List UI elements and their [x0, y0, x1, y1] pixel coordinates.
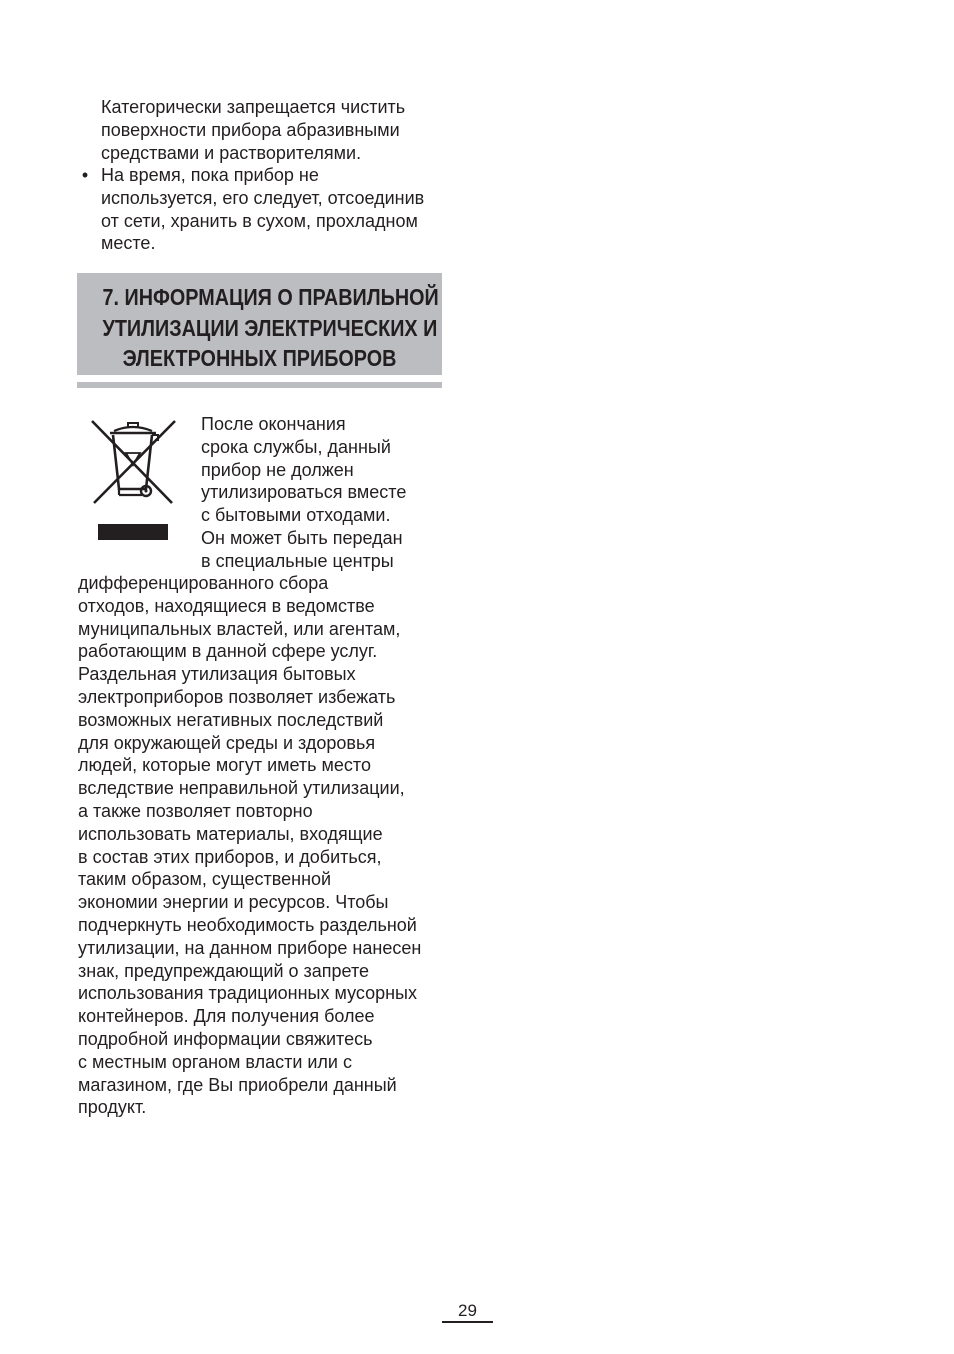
body-line: людей, которые могут иметь место: [78, 755, 371, 776]
section-heading-line: ЭЛЕКТРОННЫХ ПРИБОРОВ: [122, 345, 397, 371]
bullet-text: [101, 164, 461, 255]
side-line: прибор не должен: [201, 459, 354, 480]
body-line: экономии энергии и ресурсов. Чтобы: [78, 892, 389, 913]
body-line: использования традиционных мусорных: [78, 983, 417, 1004]
body-line: использовать материалы, входящие: [78, 823, 383, 844]
side-line: с бытовыми отходами.: [201, 505, 391, 526]
body-line: для окружающей среды и здоровья: [78, 732, 376, 753]
bullet-line: от сети, хранить в сухом, прохладном: [101, 210, 418, 231]
bullet-line: На время, пока прибор не: [101, 165, 319, 185]
body-line: подчеркнуть необходимость раздельной: [78, 914, 417, 935]
page-number-rule: [442, 1321, 493, 1323]
body-line: вследствие неправильной утилизации,: [78, 778, 405, 799]
body-line: утилизации, на данном приборе нанесен: [78, 937, 422, 958]
section-heading-line: 7. ИНФОРМАЦИЯ О ПРАВИЛЬНОЙ: [102, 284, 439, 310]
bullet-mark: •: [81, 165, 89, 185]
section-heading-line: УТИЛИЗАЦИИ ЭЛЕКТРИЧЕСКИХ И: [102, 314, 438, 341]
body-line: возможных негативных последствий: [78, 709, 384, 730]
body-line: магазином, где Вы приобрели данный: [78, 1074, 397, 1095]
crossed-out-wheelie-bin-icon: [88, 417, 180, 543]
body-line: а также позволяет повторно: [78, 800, 313, 821]
body-line: Раздельная утилизация бытовых: [78, 664, 356, 685]
body-line: таким образом, существенной: [78, 869, 332, 890]
side-line: в специальные центры: [201, 550, 394, 571]
side-line: срока службы, данный: [201, 436, 391, 457]
body-line: в состав этих приборов, и добиться,: [78, 846, 382, 867]
body-line: подробной информации свяжитесь: [78, 1028, 373, 1049]
intro-line: Категорически запрещается чистить: [101, 97, 406, 117]
intro-line: поверхности прибора абразивными: [101, 119, 400, 140]
side-line: утилизироваться вместе: [201, 482, 407, 503]
side-line: После окончания: [201, 414, 346, 434]
body-line: дифференцированного сбора: [78, 573, 329, 593]
section-heading-rule: [77, 382, 442, 388]
body-line: контейнеров. Для получения более: [78, 1006, 375, 1027]
bullet-line: месте.: [101, 233, 156, 254]
section-heading-text: [102, 282, 439, 374]
intro-line: средствами и растворителями.: [101, 142, 362, 163]
body-line: с местным органом власти или с: [78, 1051, 352, 1072]
section-heading: [77, 273, 442, 375]
side-line: Он может быть передан: [201, 527, 403, 548]
body-line: электроприборов позволяет избежать: [78, 686, 396, 707]
body-paragraph: [78, 572, 448, 1119]
body-line: работающим в данной сфере услуг.: [78, 641, 378, 662]
intro-paragraph: [101, 96, 451, 164]
side-paragraph: [201, 413, 441, 573]
body-line: продукт.: [78, 1097, 147, 1118]
body-line: знак, предупреждающий о запрете: [78, 960, 369, 981]
bullet-line: используется, его следует, отсоединив: [101, 187, 425, 208]
body-line: муниципальных властей, или агентам,: [78, 618, 401, 639]
body-line: отходов, находящиеся в ведомстве: [78, 595, 375, 616]
page-number: 29: [458, 1301, 477, 1320]
